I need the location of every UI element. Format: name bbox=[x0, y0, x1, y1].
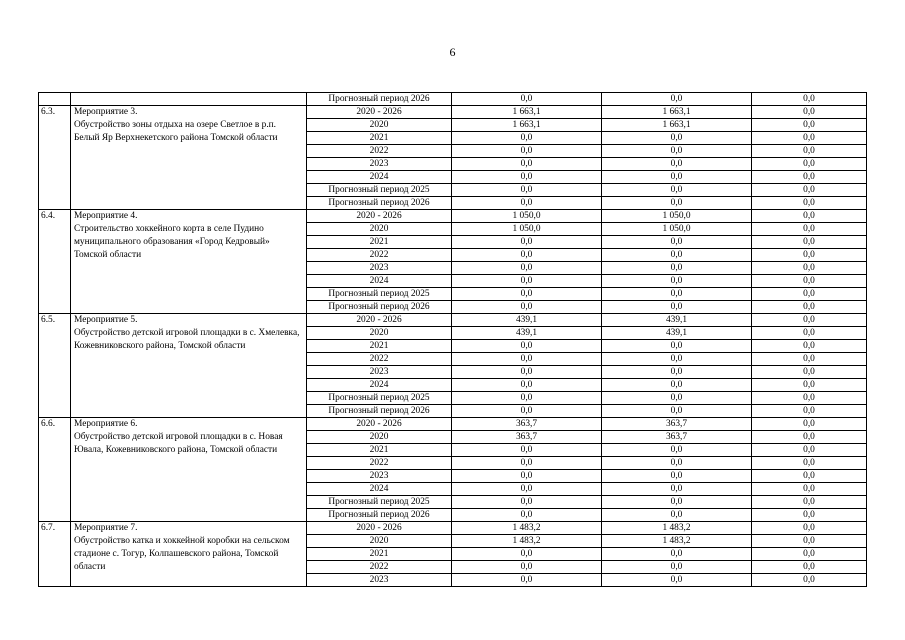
period-cell: Прогнозный период 2026 bbox=[307, 509, 452, 522]
period-cell: Прогнозный период 2025 bbox=[307, 392, 452, 405]
other-funding-cell: 0,0 bbox=[752, 483, 867, 496]
other-funding-cell: 0,0 bbox=[752, 444, 867, 457]
funding-cell: 363,7 bbox=[602, 418, 752, 431]
funding-cell: 0,0 bbox=[602, 275, 752, 288]
measure-description-cell bbox=[71, 418, 307, 522]
measure-title: Мероприятие 6. bbox=[74, 419, 138, 429]
table-row bbox=[39, 314, 867, 327]
budget-table bbox=[38, 92, 867, 587]
funding-cell: 0,0 bbox=[602, 509, 752, 522]
funding-cell: 1 050,0 bbox=[602, 223, 752, 236]
other-funding-cell: 0,0 bbox=[752, 184, 867, 197]
funding-cell: 363,7 bbox=[602, 431, 752, 444]
period-cell: 2020 bbox=[307, 223, 452, 236]
period-cell: Прогнозный период 2026 bbox=[307, 405, 452, 418]
funding-cell: 0,0 bbox=[602, 457, 752, 470]
funding-cell: 1 663,1 bbox=[602, 106, 752, 119]
other-funding-cell: 0,0 bbox=[752, 405, 867, 418]
table-row bbox=[39, 210, 867, 223]
measure-description-cell bbox=[71, 106, 307, 210]
measure-description: Обустройство зоны отдыха на озере Светлое в р.п. Белый Яр Верхнекетского района Томской области bbox=[74, 119, 278, 143]
funding-cell: 0,0 bbox=[602, 301, 752, 314]
funding-cell: 0,0 bbox=[602, 171, 752, 184]
total-cell: 0,0 bbox=[452, 132, 602, 145]
other-funding-cell: 0,0 bbox=[752, 119, 867, 132]
period-cell: 2022 bbox=[307, 561, 452, 574]
total-cell: 1 483,2 bbox=[452, 522, 602, 535]
total-cell: 0,0 bbox=[452, 379, 602, 392]
total-cell: 0,0 bbox=[452, 548, 602, 561]
funding-cell: 0,0 bbox=[602, 249, 752, 262]
other-funding-cell: 0,0 bbox=[752, 470, 867, 483]
measure-description: Обустройство катка и хоккейной коробки на сельском стадионе с. Тогур, Колпашевского района, Томской области bbox=[74, 535, 290, 572]
total-cell: 439,1 bbox=[452, 327, 602, 340]
funding-cell: 439,1 bbox=[602, 327, 752, 340]
other-funding-cell: 0,0 bbox=[752, 431, 867, 444]
number-cell-empty bbox=[39, 93, 71, 106]
period-cell: 2022 bbox=[307, 249, 452, 262]
period-cell: 2020 - 2026 bbox=[307, 106, 452, 119]
period-cell: 2023 bbox=[307, 158, 452, 171]
measure-number: 6.3. bbox=[39, 106, 71, 210]
period-cell: 2022 bbox=[307, 145, 452, 158]
other-funding-cell: 0,0 bbox=[752, 301, 867, 314]
other-funding-cell: 0,0 bbox=[752, 366, 867, 379]
other-funding-cell: 0,0 bbox=[752, 522, 867, 535]
period-cell: 2020 bbox=[307, 119, 452, 132]
page-number: 6 bbox=[449, 45, 456, 59]
period-cell: 2020 bbox=[307, 431, 452, 444]
other-funding-cell: 0,0 bbox=[752, 327, 867, 340]
period-cell: 2023 bbox=[307, 470, 452, 483]
total-cell: 0,0 bbox=[452, 288, 602, 301]
measure-description: Обустройство детской игровой площадки в с. Новая Ювала, Кожевниковского района, Томской области bbox=[74, 431, 283, 455]
measure-description-cell bbox=[71, 522, 307, 587]
other-funding-cell: 0,0 bbox=[752, 249, 867, 262]
total-cell: 0,0 bbox=[452, 93, 602, 106]
other-funding-cell: 0,0 bbox=[752, 548, 867, 561]
period-cell: 2024 bbox=[307, 379, 452, 392]
other-funding-cell: 0,0 bbox=[752, 561, 867, 574]
funding-cell: 0,0 bbox=[602, 184, 752, 197]
other-funding-cell: 0,0 bbox=[752, 457, 867, 470]
measure-number: 6.6. bbox=[39, 418, 71, 522]
other-funding-cell: 0,0 bbox=[752, 496, 867, 509]
other-funding-cell: 0,0 bbox=[752, 223, 867, 236]
period-cell: 2023 bbox=[307, 262, 452, 275]
other-funding-cell: 0,0 bbox=[752, 418, 867, 431]
measure-title: Мероприятие 3. bbox=[74, 107, 138, 117]
total-cell: 0,0 bbox=[452, 496, 602, 509]
period-cell: Прогнозный период 2025 bbox=[307, 288, 452, 301]
period-cell: 2021 bbox=[307, 444, 452, 457]
other-funding-cell: 0,0 bbox=[752, 288, 867, 301]
funding-cell: 0,0 bbox=[602, 158, 752, 171]
other-funding-cell: 0,0 bbox=[752, 210, 867, 223]
other-funding-cell: 0,0 bbox=[752, 262, 867, 275]
measure-number: 6.5. bbox=[39, 314, 71, 418]
funding-cell: 0,0 bbox=[602, 496, 752, 509]
measure-title: Мероприятие 4. bbox=[74, 211, 138, 221]
other-funding-cell: 0,0 bbox=[752, 392, 867, 405]
period-cell: Прогнозный период 2025 bbox=[307, 496, 452, 509]
total-cell: 0,0 bbox=[452, 392, 602, 405]
total-cell: 1 663,1 bbox=[452, 119, 602, 132]
period-cell: Прогнозный период 2026 bbox=[307, 301, 452, 314]
total-cell: 0,0 bbox=[452, 301, 602, 314]
funding-cell: 0,0 bbox=[602, 366, 752, 379]
period-cell: Прогнозный период 2026 bbox=[307, 93, 452, 106]
measure-description: Обустройство детской игровой площадки в с. Хмелевка, Кожевниковского района, Томской области bbox=[74, 327, 300, 351]
funding-cell: 0,0 bbox=[602, 444, 752, 457]
total-cell: 0,0 bbox=[452, 483, 602, 496]
total-cell: 0,0 bbox=[452, 353, 602, 366]
funding-cell: 0,0 bbox=[602, 288, 752, 301]
table-row bbox=[39, 418, 867, 431]
description-cell-empty bbox=[71, 93, 307, 106]
period-cell: 2021 bbox=[307, 548, 452, 561]
measure-number: 6.7. bbox=[39, 522, 71, 587]
period-cell: Прогнозный период 2025 bbox=[307, 184, 452, 197]
total-cell: 0,0 bbox=[452, 236, 602, 249]
total-cell: 0,0 bbox=[452, 574, 602, 587]
period-cell: 2020 bbox=[307, 535, 452, 548]
total-cell: 0,0 bbox=[452, 184, 602, 197]
other-funding-cell: 0,0 bbox=[752, 158, 867, 171]
total-cell: 1 050,0 bbox=[452, 210, 602, 223]
total-cell: 0,0 bbox=[452, 509, 602, 522]
period-cell: 2024 bbox=[307, 483, 452, 496]
funding-cell: 0,0 bbox=[602, 262, 752, 275]
period-cell: 2022 bbox=[307, 353, 452, 366]
funding-cell: 0,0 bbox=[602, 405, 752, 418]
total-cell: 0,0 bbox=[452, 145, 602, 158]
period-cell: 2023 bbox=[307, 574, 452, 587]
funding-cell: 0,0 bbox=[602, 93, 752, 106]
measure-description: Строительство хоккейного корта в селе Пудино муниципального образования «Город Кедровый» Томской области bbox=[74, 223, 270, 260]
total-cell: 439,1 bbox=[452, 314, 602, 327]
total-cell: 363,7 bbox=[452, 431, 602, 444]
funding-cell: 0,0 bbox=[602, 470, 752, 483]
period-cell: 2020 - 2026 bbox=[307, 418, 452, 431]
funding-cell: 439,1 bbox=[602, 314, 752, 327]
period-cell: 2022 bbox=[307, 457, 452, 470]
funding-cell: 0,0 bbox=[602, 353, 752, 366]
other-funding-cell: 0,0 bbox=[752, 574, 867, 587]
other-funding-cell: 0,0 bbox=[752, 314, 867, 327]
total-cell: 0,0 bbox=[452, 262, 602, 275]
funding-cell: 1 050,0 bbox=[602, 210, 752, 223]
period-cell: Прогнозный период 2026 bbox=[307, 197, 452, 210]
period-cell: 2021 bbox=[307, 132, 452, 145]
total-cell: 0,0 bbox=[452, 444, 602, 457]
period-cell: 2020 - 2026 bbox=[307, 314, 452, 327]
period-cell: 2024 bbox=[307, 171, 452, 184]
total-cell: 0,0 bbox=[452, 197, 602, 210]
funding-cell: 0,0 bbox=[602, 392, 752, 405]
funding-cell: 0,0 bbox=[602, 145, 752, 158]
total-cell: 363,7 bbox=[452, 418, 602, 431]
period-cell: 2020 - 2026 bbox=[307, 210, 452, 223]
measure-title: Мероприятие 5. bbox=[74, 315, 138, 325]
funding-cell: 0,0 bbox=[602, 132, 752, 145]
total-cell: 0,0 bbox=[452, 457, 602, 470]
measure-title: Мероприятие 7. bbox=[74, 523, 138, 533]
total-cell: 0,0 bbox=[452, 561, 602, 574]
table-row bbox=[39, 93, 867, 106]
other-funding-cell: 0,0 bbox=[752, 132, 867, 145]
other-funding-cell: 0,0 bbox=[752, 171, 867, 184]
period-cell: 2021 bbox=[307, 236, 452, 249]
table-row bbox=[39, 106, 867, 119]
other-funding-cell: 0,0 bbox=[752, 379, 867, 392]
funding-cell: 0,0 bbox=[602, 379, 752, 392]
funding-cell: 0,0 bbox=[602, 236, 752, 249]
other-funding-cell: 0,0 bbox=[752, 340, 867, 353]
total-cell: 0,0 bbox=[452, 249, 602, 262]
other-funding-cell: 0,0 bbox=[752, 197, 867, 210]
total-cell: 0,0 bbox=[452, 275, 602, 288]
total-cell: 0,0 bbox=[452, 366, 602, 379]
period-cell: 2021 bbox=[307, 340, 452, 353]
total-cell: 0,0 bbox=[452, 171, 602, 184]
total-cell: 1 050,0 bbox=[452, 223, 602, 236]
funding-cell: 1 483,2 bbox=[602, 522, 752, 535]
funding-cell: 0,0 bbox=[602, 483, 752, 496]
funding-cell: 0,0 bbox=[602, 548, 752, 561]
total-cell: 0,0 bbox=[452, 470, 602, 483]
total-cell: 0,0 bbox=[452, 340, 602, 353]
other-funding-cell: 0,0 bbox=[752, 93, 867, 106]
funding-cell: 1 663,1 bbox=[602, 119, 752, 132]
period-cell: 2020 bbox=[307, 327, 452, 340]
total-cell: 1 483,2 bbox=[452, 535, 602, 548]
measure-description-cell bbox=[71, 314, 307, 418]
other-funding-cell: 0,0 bbox=[752, 509, 867, 522]
period-cell: 2024 bbox=[307, 275, 452, 288]
funding-cell: 1 483,2 bbox=[602, 535, 752, 548]
table-row bbox=[39, 522, 867, 535]
total-cell: 0,0 bbox=[452, 158, 602, 171]
period-cell: 2023 bbox=[307, 366, 452, 379]
other-funding-cell: 0,0 bbox=[752, 275, 867, 288]
other-funding-cell: 0,0 bbox=[752, 236, 867, 249]
funding-cell: 0,0 bbox=[602, 197, 752, 210]
other-funding-cell: 0,0 bbox=[752, 535, 867, 548]
measure-number: 6.4. bbox=[39, 210, 71, 314]
period-cell: 2020 - 2026 bbox=[307, 522, 452, 535]
funding-cell: 0,0 bbox=[602, 561, 752, 574]
other-funding-cell: 0,0 bbox=[752, 106, 867, 119]
funding-cell: 0,0 bbox=[602, 574, 752, 587]
total-cell: 1 663,1 bbox=[452, 106, 602, 119]
other-funding-cell: 0,0 bbox=[752, 353, 867, 366]
total-cell: 0,0 bbox=[452, 405, 602, 418]
measure-description-cell bbox=[71, 210, 307, 314]
other-funding-cell: 0,0 bbox=[752, 145, 867, 158]
funding-cell: 0,0 bbox=[602, 340, 752, 353]
